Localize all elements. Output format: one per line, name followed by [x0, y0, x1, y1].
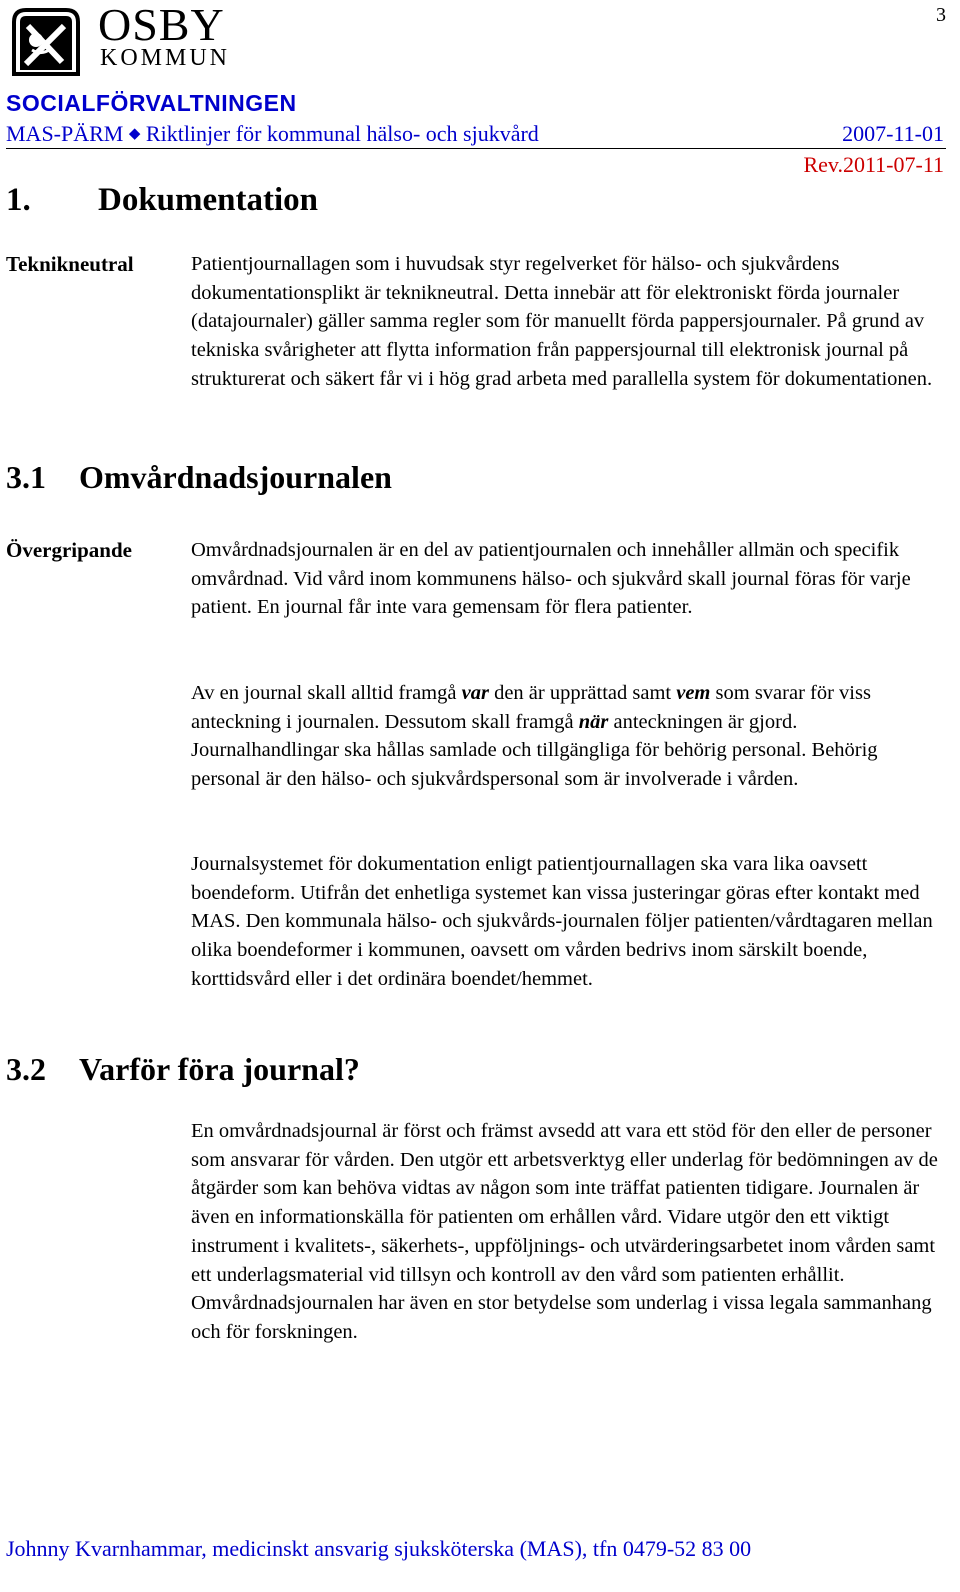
text-run: anteckningen är gjord. Journalhandlingar ska hållas samlade och tillgängliga för behörig personal. Behörig personal är den hälso- och sjukvårdspersonal som är involverade i vården. — [191, 710, 878, 791]
section-number: 1. — [6, 182, 31, 218]
doc-title: Riktlinjer för kommunal hälso- och sjukvård — [145, 121, 539, 146]
department-title: SOCIALFÖRVALTNINGEN — [6, 90, 297, 116]
emphasis-nar: när — [578, 710, 609, 733]
section-title: Dokumentation — [98, 182, 319, 218]
side-label-teknikneutral: Teknikneutral — [6, 252, 134, 276]
section-heading-1 — [6, 180, 318, 220]
section-heading-3-1 — [6, 458, 392, 496]
emphasis-vem: vem — [676, 682, 711, 704]
text-run: den är upprättad samt — [488, 682, 677, 704]
paragraph-teknikneutral: Patientjournallagen som i huvudsak styr regelverket för hälso- och sjukvårdens dokumentationsplikt är teknikneutral. Detta innebär att för elektroniskt förda journaler (datajournaler) gäller samma regler som för manuellt förda pappersjournaler. På grund av tekniska svårigheter att flytta information från pappersjournal till elektronisk journal på strukturerat och säkert får vi i hög grad arbeta med parallella system för dokumentationen. — [191, 253, 933, 390]
page-footer: Johnny Kvarnhammar, medicinskt ansvarig sjuksköterska (MAS), tfn 0479-52 83 00 — [6, 1536, 752, 1561]
emphasis-var: var — [461, 682, 489, 704]
text-run: Av en journal skall alltid framgå — [191, 682, 462, 704]
paragraph-omvardnadsjournal-1: Omvårdnadsjournalen är en del av patientjournalen och innehåller allmän och specifik omvårdnad. Vid vård inom kommunens hälso- och sjukvård skall journal föras för varje patient. En journal får inte vara gemensam för flera patienter. — [191, 539, 911, 619]
side-label-overgripande: Övergripande — [6, 538, 132, 562]
paragraph-varfor-journal: En omvårdnadsjournal är först och främst avsedd att vara ett stöd för den eller de personer som ansvarar för vården. Den utgör ett arbetsverktyg eller underlag för bedömningen av de åtgärder som kan behöva vidtas av någon som inte träffat patienten tidigare. Journalen är även en informationskälla för patienten om erhållen vård. Vidare utgör den ett viktigt instrument i kvalitets-, säkerhets-, uppföljnings- och utvärderingsarbetet inom vården samt ett underlagsmaterial vid tillsyn och kontroll av den vård som patienten erhållit. Omvårdnadsjournalen har även en stor betydelse som underlag i vissa legala sammanhang och för forskningen. — [191, 1120, 938, 1343]
section-number: 3.1 — [6, 459, 46, 495]
brand-subtitle: KOMMUN — [100, 45, 231, 71]
section-number: 3.2 — [6, 1051, 46, 1087]
section-title: Varför föra journal? — [79, 1051, 360, 1087]
paragraph-omvardnadsjournal-3: Journalsystemet för dokumentation enligt patientjournallagen ska vara lika oavsett boendeform. Utifrån det enhetliga systemet kan vissa justeringar göras efter kontakt med MAS. Den kommunala hälso- och sjukvårds-journalen följer patienten/vårdtagaren mellan olika boendeformer i kommunen, oavsett om vården bedrivs inom särskilt boende, korttidsvård eller i det ordinära boendet/hemmet. — [191, 853, 933, 990]
brand-name: OSBY — [98, 0, 225, 50]
page-number: 3 — [936, 4, 946, 26]
document-date: 2007-11-01 — [842, 121, 944, 146]
municipality-logo-icon — [6, 4, 86, 84]
header-divider — [6, 148, 946, 149]
doc-prefix: MAS-PÄRM — [6, 121, 124, 146]
diamond-icon: ◆ — [128, 126, 141, 142]
revision-date: Rev.2011-07-11 — [803, 152, 944, 177]
section-title: Omvårdnadsjournalen — [79, 459, 392, 495]
document-subheader — [6, 122, 539, 146]
paragraph-omvardnadsjournal-2 — [191, 679, 943, 794]
section-heading-3-2 — [6, 1050, 360, 1088]
text-run: som svarar för viss anteckning i journalen. Dessutom skall framgå — [191, 682, 871, 733]
